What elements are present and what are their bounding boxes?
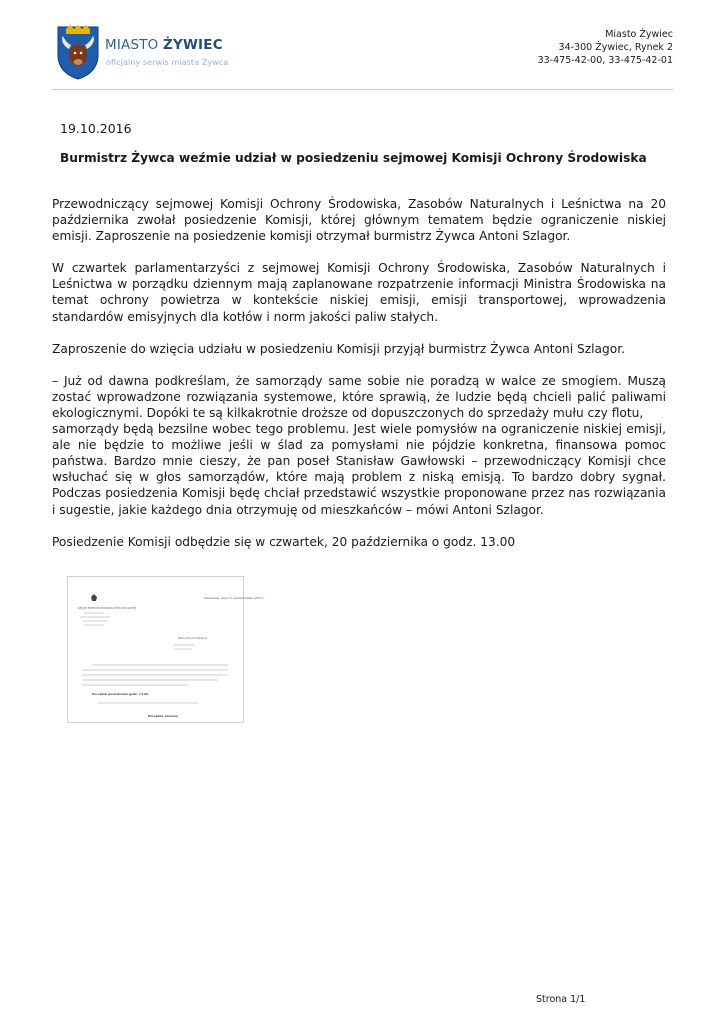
page-counter: Strona 1/1 — [536, 994, 586, 1005]
scan-header: SEJM RZECZYPOSPOLITEJ POLSKIEJ — [78, 606, 137, 610]
scan-letterhead-lines — [80, 613, 110, 625]
scan-time-label: Początek posiedzenia godz. 13.00 — [92, 692, 149, 696]
article-date: 19.10.2016 — [60, 121, 132, 136]
brand-name-bold: ŻYWIEC — [163, 37, 223, 53]
polish-eagle-icon — [91, 594, 97, 601]
article-body — [52, 196, 666, 566]
scan-agenda-label: Porządek dzienny: — [148, 714, 179, 718]
article-title: Burmistrz Żywca weźmie udział w posiedzeniu sejmowej Komisji Ochrony Środowiska — [60, 151, 647, 165]
contact-info — [538, 28, 673, 67]
site-brand-name — [105, 37, 223, 53]
contact-address: 34-300 Żywiec, Rynek 2 — [558, 42, 673, 53]
article-paragraph: Przewodniczący sejmowej Komisji Ochrony Środowiska, Zasobów Naturalnych i Leśnictwa na 20 października zwołał posiedzenie Komisji, której głównym tematem będzie ograniczenie niskiej emisji. Zaproszenie na posiedzenie komisji otrzymał burmistrz Żywca Antoni Szlagor. — [52, 197, 666, 244]
scan-recipient: Pan Antoni Szlagor — [178, 636, 208, 640]
site-logo[interactable] — [56, 25, 229, 81]
site-tagline: oficjalny serwis miasta Żywca — [106, 57, 229, 67]
invitation-scan-drawing — [68, 577, 265, 724]
invitation-scan-image[interactable] — [67, 576, 265, 723]
scan-date: Warszawa, dnia 13 października 2016 r. — [204, 596, 265, 600]
article-paragraph: Posiedzenie Komisji odbędzie się w czwartek, 20 października o godz. 13.00 — [52, 534, 516, 549]
brand-name-light: MIASTO — [105, 37, 163, 53]
article-paragraph: W czwartek parlamentarzyści z sejmowej Komisji Ochrony Środowiska, Zasobów Naturalnych i Leśnictwa w porządku dziennym mają zaplanowane rozpatrzenie informacji Ministra Środowiska na temat ochrony powietrza w kontekście niskiej emisji, emisji transportowej, wprowadzenia standardów emisyjnych dla kotłów i norm jakości paliw stałych. — [52, 261, 666, 324]
contact-phones: 33-475-42-00, 33-475-42-01 — [537, 55, 673, 66]
article-paragraph: – Już od dawna podkreślam, że samorządy same sobie nie poradzą w walce ze smogiem. Muszą zostać wprowadzone rozwiązania systemowe, które sprawią, że ludzie będą chcieli palić paliwami ekologicznymi. Dopóki te są kilkakrotnie droższe od dopuszczonych do sprzedaży mułu czy flotu, samorządy będą bezsilne wobec tego problemu. Jest wiele pomysłów na ograniczenie niskiej emisji, ale nie będzie to możliwe jeśli w ślad za pomysłami nie pójdzie konkretna, finansowa pomoc państwa. Bardzo mnie cieszy, że pan poseł Stanisław Gawłowski – przewodniczący Komisji chce wsłuchać się w głos samorządów, które mają problem z niską emisją. To bardzo dobry sygnał. Podczas posiedzenia Komisji będę chciał przedstawić wszystkie proponowane przez nas rozwiązania i sugestie, jakie każdego dnia otrzymuję od mieszkańców – mówi Antoni Szlagor. — [52, 373, 666, 517]
zywiec-coat-of-arms-icon — [56, 25, 100, 80]
contact-city: Miasto Żywiec — [605, 29, 673, 40]
article-paragraph: Zaproszenie do wzięcia udziału w posiedzeniu Komisji przyjął burmistrz Żywca Antoni Szlagor. — [52, 341, 625, 356]
header-divider — [52, 89, 673, 90]
